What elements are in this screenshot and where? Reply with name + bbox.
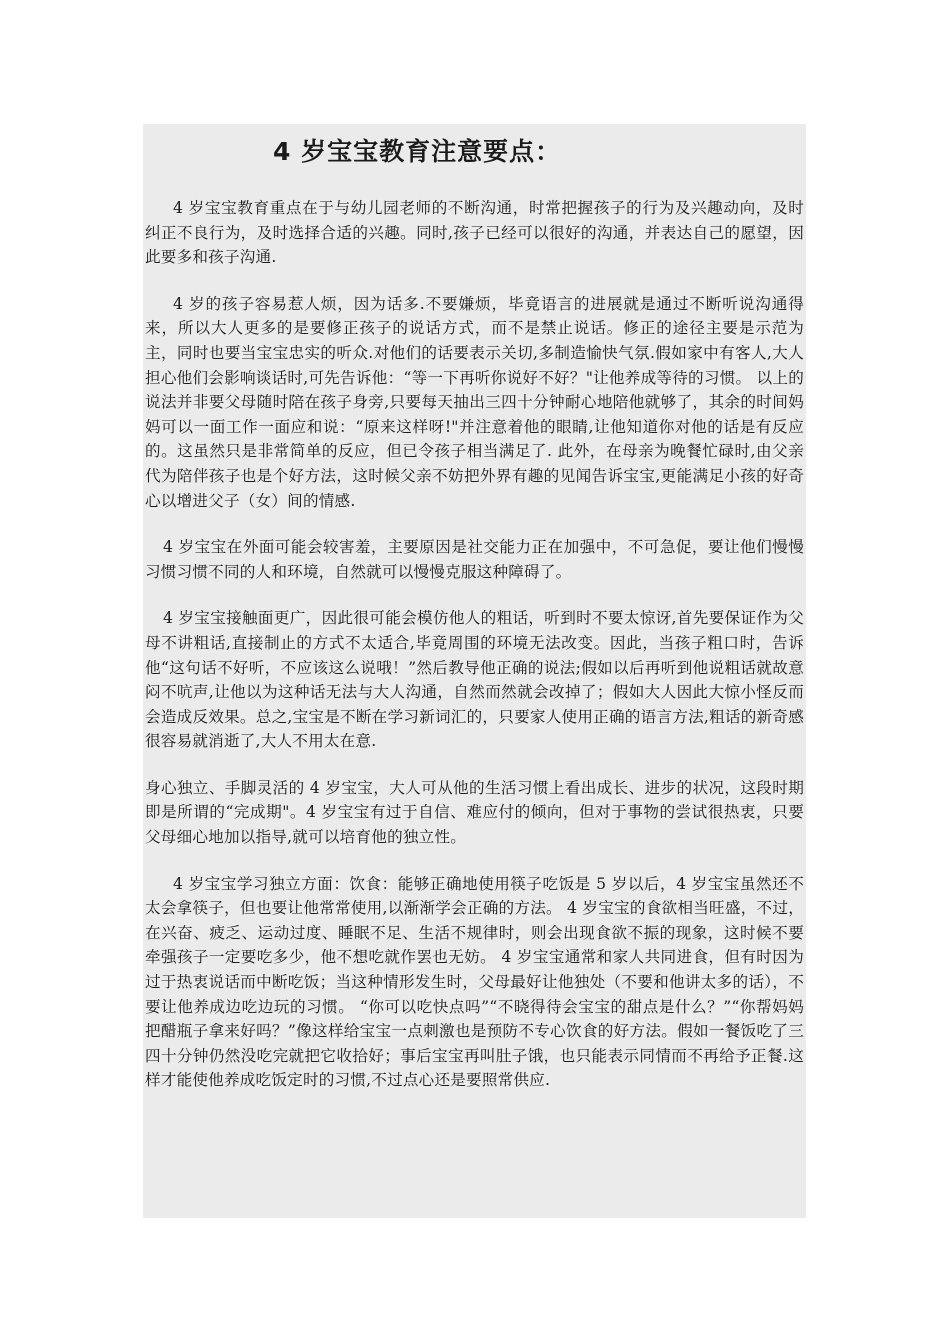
- document-body: [145, 196, 804, 1093]
- paragraph-4: 4 岁宝宝接触面更广，因此很可能会模仿他人的粗话，听到时不要太惊讶,首先要保证作为父母不讲粗话,直接制止的方式不太适合,毕竟周围的环境无法改变。因此，当孩子粗口时，告诉他“这句话不好听，不应该这么说哦！”然后教导他正确的说法;假如以后再听到他说粗话就故意闷不吭声,让他以为这种话无法与大人沟通，自然而然就会改掉了；假如大人因此大惊小怪反而会造成反效果。总之,宝宝是不断在学习新词汇的，只要家人使用正确的语言方法,粗话的新奇感很容易就消逝了,大人不用太在意.: [145, 609, 804, 751]
- document-content-block: [143, 124, 806, 1218]
- paragraph-1: 4 岁宝宝教育重点在于与幼儿园老师的不断沟通，时常把握孩子的行为及兴趣动向，及时纠正不良行为，及时选择合适的兴趣。同时,孩子已经可以很好的沟通，并表达自己的愿望，因此要多和孩子沟通.: [145, 199, 804, 267]
- paragraph-2: 4 岁的孩子容易惹人烦，因为话多.不要嫌烦，毕竟语言的进展就是通过不断听说沟通得来，所以大人更多的是要修正孩子的说话方式，而不是禁止说话。修正的途径主要是示范为主，同时也要当宝宝忠实的听众.对他们的话要表示关切,多制造愉快气氛.假如家中有客人,大人担心他们会影响谈话时,可先告诉他：“等一下再听你说好不好？"让他养成等待的习惯。 以上的说法并非要父母随时陪在孩子身旁,只要每天抽出三四十分钟耐心地陪他就够了，其余的时间妈妈可以一面工作一面应和说：“原来这样呀!"并注意着他的眼睛,让他知道你对他的话是有反应的。这虽然只是非常简单的反应，但已令孩子相当满足了. 此外，在母亲为晚餐忙碌时,由父亲代为陪伴孩子也是个好方法，这时候父亲不妨把外界有趣的见闻告诉宝宝,更能满足小孩的好奇心以增进父子（女）间的情感.: [145, 294, 804, 510]
- document-title: 4 岁宝宝教育注意要点：: [273, 137, 562, 166]
- paragraph-5: 身心独立、手脚灵活的 4 岁宝宝，大人可从他的生活习惯上看出成长、进步的状况，这段时期即是所谓的“完成期"。4 岁宝宝有过于自信、难应付的倾向，但对于事物的尝试很热衷，只要父母细心地加以指导,就可以培育他的独立性。: [145, 778, 804, 847]
- paragraph-6: 4 岁宝宝学习独立方面：饮食：能够正确地使用筷子吃饭是 5 岁以后，4 岁宝宝虽然还不太会拿筷子，但也要让他常常使用,以渐渐学会正确的方法。 4 岁宝宝的食欲相当旺盛，不过，在兴奋、疲乏、运动过度、睡眠不足、生活不规律时，则会出现食欲不振的现象，这时候不要牵强孩子一定要吃多少，他不想吃就作罢也无妨。 4 岁宝宝通常和家人共同进食，但有时因为过于热衷说话而中断吃饭；当这种情形发生时，父母最好让他独处（不要和他讲太多的话），不要让他养成边吃边玩的习惯。 “你可以吃快点吗”“不晓得待会宝宝的甜点是什么？”“你帮妈妈把醋瓶子拿来好吗？”像这样给宝宝一点刺激也是预防不专心饮食的好方法。假如一餐饭吃了三四十分钟仍然没吃完就把它收拾好；事后宝宝再叫肚子饿，也只能表示同情而不再给予正餐.这样才能使他养成吃饭定时的习惯,不过点心还是要照常供应.: [145, 874, 804, 1090]
- paragraph-3: 4 岁宝宝在外面可能会较害羞，主要原因是社交能力正在加强中，不可急促，要让他们慢慢习惯习惯不同的人和环境，自然就可以慢慢克服这种障碍了。: [145, 538, 804, 581]
